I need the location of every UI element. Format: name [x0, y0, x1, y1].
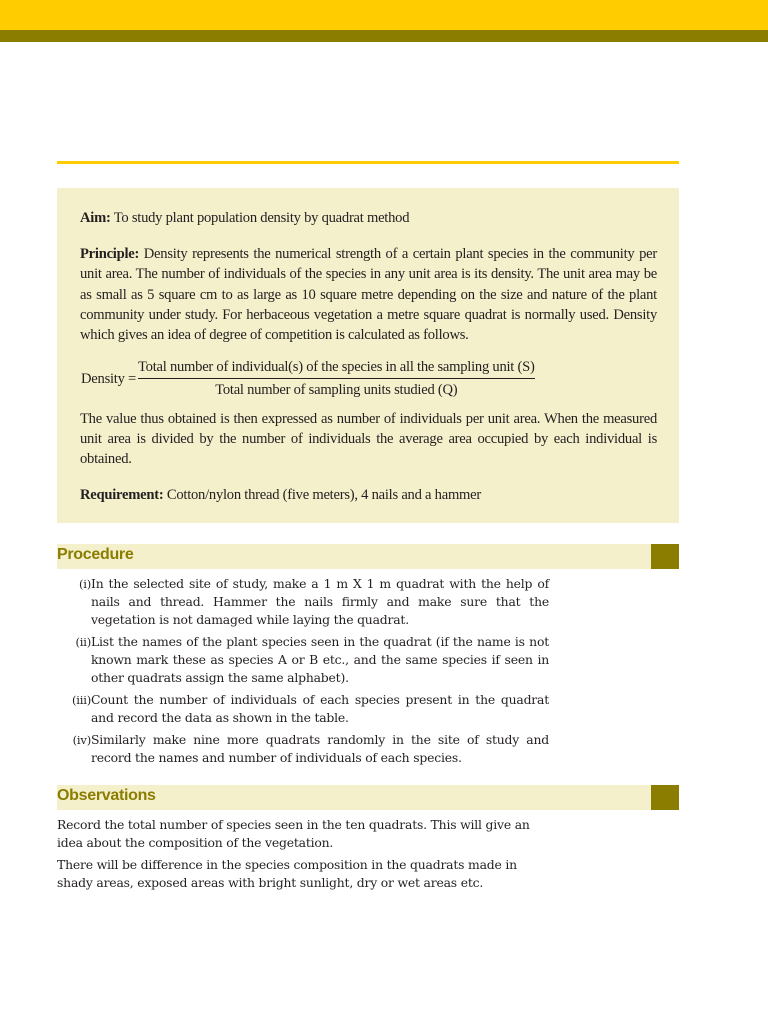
formula-fraction	[138, 357, 535, 400]
aim-paragraph	[80, 208, 657, 228]
principle-text: Density represents the numerical strength of a certain plant species in the community per unit area. The number of individuals of the species in any unit area is its density. The unit area may be as small as 5 square cm to as large as 10 square metre depending on the size and nature of the plant community under study. For herbaceous vegetation a metre square quadrat is normally used. Density which gives an idea of degree of competition is calculated as follows.	[80, 246, 657, 344]
step-text: In the selected site of study, make a 1 m X 1 m quadrat with the help of nails and thread. Hammer the nails firmly and make sure that the vegetation is not damaged while laying the quadrat.	[91, 576, 549, 627]
formula-lhs: Density =	[81, 370, 137, 387]
principle-label: Principle:	[80, 246, 140, 263]
section-rule	[57, 161, 679, 164]
procedure-heading: Procedure	[57, 546, 134, 563]
procedure-heading-bar	[57, 544, 679, 569]
observation-paragraph: There will be difference in the species composition in the quadrats made in shady areas, exposed areas with bright sunlight, dry or wet areas etc.	[57, 857, 517, 890]
step-number: (ii)	[75, 635, 91, 649]
requirement-paragraph	[80, 485, 657, 505]
observations-heading-bar	[57, 785, 679, 810]
density-formula	[81, 357, 657, 400]
step-number: (iv)	[72, 733, 91, 747]
aim-label: Aim:	[80, 210, 111, 226]
principle-paragraph	[80, 244, 657, 345]
step-text: Count the number of individuals of each species present in the quadrat and record the data as shown in the table.	[91, 692, 549, 725]
list-item	[57, 575, 549, 629]
list-item	[57, 691, 549, 727]
step-text: Similarly make nine more quadrats randomly in the site of study and record the names and number of individuals of each species.	[91, 732, 549, 765]
procedure-marker	[651, 544, 679, 569]
observations-body	[57, 816, 549, 896]
requirement-label: Requirement:	[80, 487, 164, 504]
list-item	[57, 633, 549, 687]
observation-paragraph: Record the total number of species seen in the ten quadrats. This will give an idea about the composition of the vegetation.	[57, 817, 530, 850]
formula-denominator: Total number of sampling units studied (Q)	[215, 382, 458, 399]
list-item	[57, 731, 549, 767]
aim-text: To study plant population density by quadrat method	[110, 210, 410, 226]
step-number: (i)	[78, 577, 91, 591]
header-band-olive	[0, 30, 768, 42]
aim-principle-box	[57, 188, 679, 523]
step-text: List the names of the plant species seen in the quadrat (if the name is not known mark these as species A or B etc., and the same species if seen in other quadrats assign the same alphabet).	[91, 634, 549, 685]
requirement-text: Cotton/nylon thread (five meters), 4 nails and a hammer	[163, 487, 481, 504]
header-band-yellow	[0, 0, 768, 30]
step-number: (iii)	[71, 693, 91, 707]
observations-marker	[651, 785, 679, 810]
value-paragraph: The value thus obtained is then expressed as number of individuals per unit area. When the measured unit area is divided by the number of individuals the average area occupied by each individual is obtained.	[80, 410, 657, 468]
formula-numerator: Total number of individual(s) of the species in all the sampling unit (S)	[138, 357, 535, 379]
observations-heading: Observations	[57, 787, 156, 804]
procedure-list	[57, 575, 549, 771]
